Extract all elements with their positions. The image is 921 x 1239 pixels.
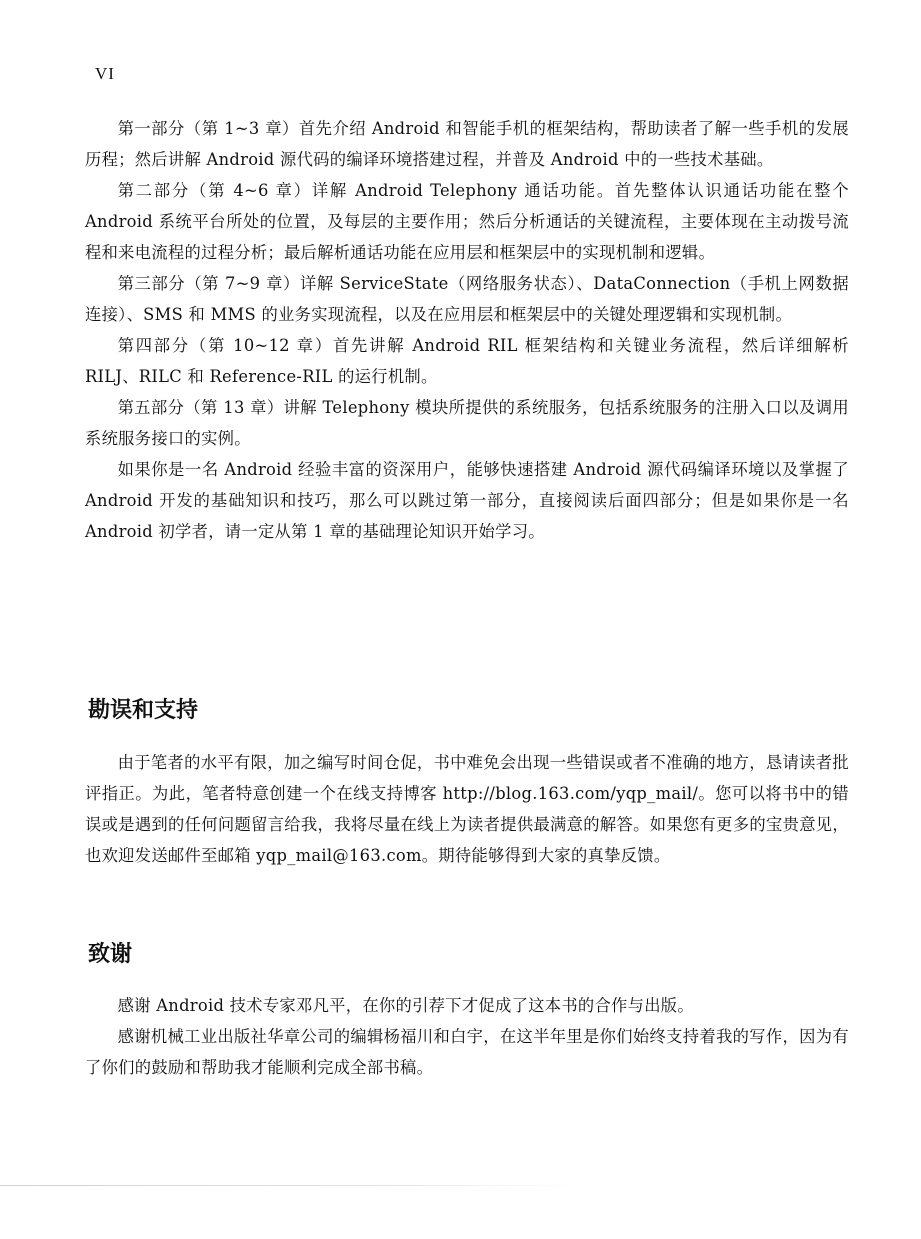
thanks-paragraph-2: 感谢机械工业出版社华章公司的编辑杨福川和白宇，在这半年里是你们始终支持着我的写作，因为有了你们的鼓励和帮助我才能顺利完成全部书稿。 — [85, 1027, 849, 1077]
paragraph-part-two: 第二部分（第 4~6 章）详解 Android Telephony 通话功能。首先整体认识通话功能在整个 Android 系统平台所处的位置，及每层的主要作用；然后分析通话的关键流程，主要体现在主动拨号流程和来电流程的过程分析；最后解析通话功能在应用层和框架层中的实现机制和逻辑。 — [85, 181, 849, 262]
paragraph-part-one: 第一部分（第 1~3 章）首先介绍 Android 和智能手机的框架结构，帮助读者了解一些手机的发展历程；然后讲解 Android 源代码的编译环境搭建过程，并普及 Android 中的一些技术基础。 — [85, 119, 849, 169]
paragraph-part-four: 第四部分（第 10~12 章）首先讲解 Android RIL 框架结构和关键业务流程，然后详细解析 RILJ、RILC 和 Reference-RIL 的运行机制。 — [85, 336, 849, 386]
paragraph-part-three: 第三部分（第 7~9 章）详解 ServiceState（网络服务状态）、DataConnection（手机上网数据连接）、SMS 和 MMS 的业务实现流程，以及在应用层和框架层中的关键处理逻辑和实现机制。 — [85, 274, 849, 324]
errata-heading: 勘误和支持 — [88, 698, 199, 723]
intro-section — [85, 113, 849, 547]
errata-section — [85, 747, 849, 871]
thanks-heading: 致谢 — [88, 942, 133, 967]
paragraph-reading-advice: 如果你是一名 Android 经验丰富的资深用户，能够快速搭建 Android 源代码编译环境以及掌握了 Android 开发的基础知识和技巧，那么可以跳过第一部分，直接阅读后面四部分；但是如果你是一名 Android 初学者，请一定从第 1 章的基础理论知识开始学习。 — [85, 460, 849, 541]
paragraph-part-five: 第五部分（第 13 章）讲解 Telephony 模块所提供的系统服务，包括系统服务的注册入口以及调用系统服务接口的实例。 — [85, 398, 849, 448]
thanks-paragraph-1: 感谢 Android 技术专家邓凡平，在你的引荐下才促成了这本书的合作与出版。 — [117, 996, 694, 1015]
page-number: VI — [95, 64, 115, 83]
thanks-section — [85, 990, 849, 1083]
footer-divider — [0, 1185, 580, 1186]
errata-paragraph: 由于笔者的水平有限，加之编写时间仓促，书中难免会出现一些错误或者不准确的地方，恳请读者批评指正。为此，笔者特意创建一个在线支持博客 http://blog.163.com/yqp_mail/。您可以将书中的错误或是遇到的任何问题留言给我，我将尽量在线上为读者提供最满意的解答。如果您有更多的宝贵意见，也欢迎发送邮件至邮箱 yqp_mail@163.com。期待能够得到大家的真挚反馈。 — [85, 753, 849, 865]
